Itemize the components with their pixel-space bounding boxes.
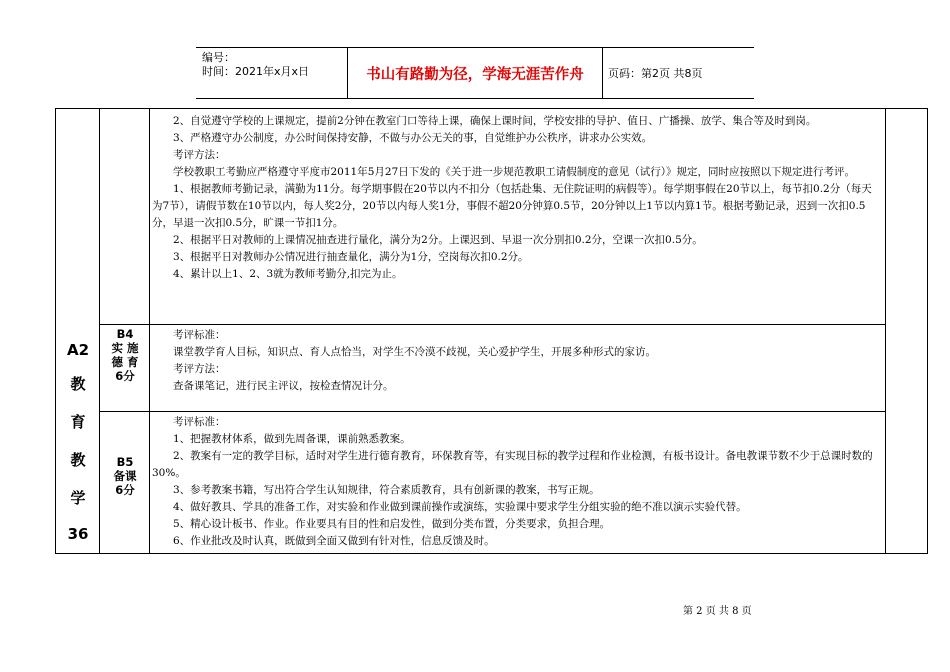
category-char: 学 <box>70 489 86 507</box>
page-header <box>196 47 754 99</box>
b4-standards-block <box>152 327 882 395</box>
text-line: 3、参考教案书籍，写出符合学生认知规律，符合素质教育，具有创新课的教案，书写正规。 <box>173 484 600 496</box>
text-line: 6、作业批改及时认真，既做到全面又做到有针对性，信息反馈及时。 <box>173 535 495 547</box>
item-label-line: B4 <box>116 327 134 341</box>
text-line: 4、做好教具、学具的准备工作，对实验和作业做到课前操作或演练，实验课中要求学生分组实验的绝不准以演示实验代替。 <box>173 501 747 513</box>
page-footer: 第 2 页 共 8 页 <box>683 606 752 617</box>
item-label-line: 备课 <box>113 469 137 483</box>
text-line: 考评标准： <box>173 329 226 341</box>
text-line: 5、精心设计板书、作业。作业要具有目的性和启发性，做到分类布置，分类要求，负担合理。 <box>173 518 611 530</box>
category-char: 育 <box>70 413 86 431</box>
item-label-line: 实 施 <box>111 341 139 355</box>
text-line: 2、根据平日对教师的上课情况抽查进行量化，满分为2分。上课迟到、早退一次分别扣0.2分，空课一次扣0.5分。 <box>173 234 703 246</box>
text-line: 考评标准： <box>173 416 226 428</box>
item-label-line: 6分 <box>115 369 135 383</box>
table-col-divider <box>885 109 886 553</box>
text-line: 考评方法： <box>173 149 226 161</box>
text-line: 2、教案有一定的教学目标，适时对学生进行德育教育，环保教育等，有实现目标的教学过程和作业检测，有板书设计。备电教课节数不少于总课时数的30%。 <box>152 450 873 479</box>
text-line: 1、根据教师考勤记录，满勤为11分。每学期事假在20节以内不扣分（包括赴集、无住院证明的病假等）。每学期事假在20节以上，每节扣0.2分（每天为7节），请假节数在10节以内，每人奖2分，20节以内每人奖1分，事假不超20分钟算0.5节，20分钟以上1节以内算1节。根据考勤记录，迟到一次扣0.5分，早退一次扣0.5分，旷课一节扣1分。 <box>152 183 872 229</box>
text-line: 课堂教学育人目标，知识点、育人点恰当，对学生不冷漠不歧视，关心爱护学生，开展多种形式的家访。 <box>173 346 656 358</box>
text-line: 3、严格遵守办公制度，办公时间保持安静，不做与办公无关的事，自觉维护办公秩序，讲求办公实效。 <box>173 132 653 144</box>
header-motto: 书山有路勤为径，学海无涯苦作舟 <box>348 48 603 98</box>
category-char: 教 <box>70 375 86 393</box>
attendance-rules-block <box>152 113 882 283</box>
item-label-line: B5 <box>116 455 134 469</box>
text-line: 2、自觉遵守学校的上课规定，提前2分钟在教室门口等待上课，确保上课时间，学校安排的导护、值日、广播操、放学、集合等及时到岗。 <box>173 115 817 127</box>
number-label: 编号： <box>202 51 235 64</box>
item-label-b4 <box>100 327 150 383</box>
text-line: 3、根据平日对教师办公情况进行抽查量化，满分为1分，空岗每次扣0.2分。 <box>173 251 529 263</box>
b5-standards-block <box>152 414 882 550</box>
category-char: A2 <box>66 341 90 359</box>
table-row-divider <box>99 411 885 412</box>
table-row-divider <box>99 324 885 325</box>
text-line: 考评方法： <box>173 363 226 375</box>
text-line: 查备课笔记，进行民主评议，按检查情况计分。 <box>173 380 394 392</box>
category-char: 36 <box>67 525 89 543</box>
header-page-number: 页码：第2页 共8页 <box>608 67 703 80</box>
header-meta <box>196 48 348 98</box>
text-line: 学校教职工考勤应严格遵守平度市2011年5月27日下发的《关于进一步规范教职工请假制度的意见（试行）》规定，同时应按照以下规定进行考评。 <box>173 166 856 178</box>
item-label-b5 <box>100 455 150 497</box>
item-label-line: 德 育 <box>111 355 139 369</box>
evaluation-table <box>55 108 928 554</box>
text-line: 1、把握教材体系，做到先周备课，课前熟悉教案。 <box>173 433 411 445</box>
category-char: 教 <box>70 451 86 469</box>
item-label-line: 6分 <box>115 483 135 497</box>
text-line: 4、累计以上1、2、3就为教师考勤分,扣完为止。 <box>173 268 403 280</box>
time-label: 时间：2021年x月x日 <box>202 65 310 78</box>
